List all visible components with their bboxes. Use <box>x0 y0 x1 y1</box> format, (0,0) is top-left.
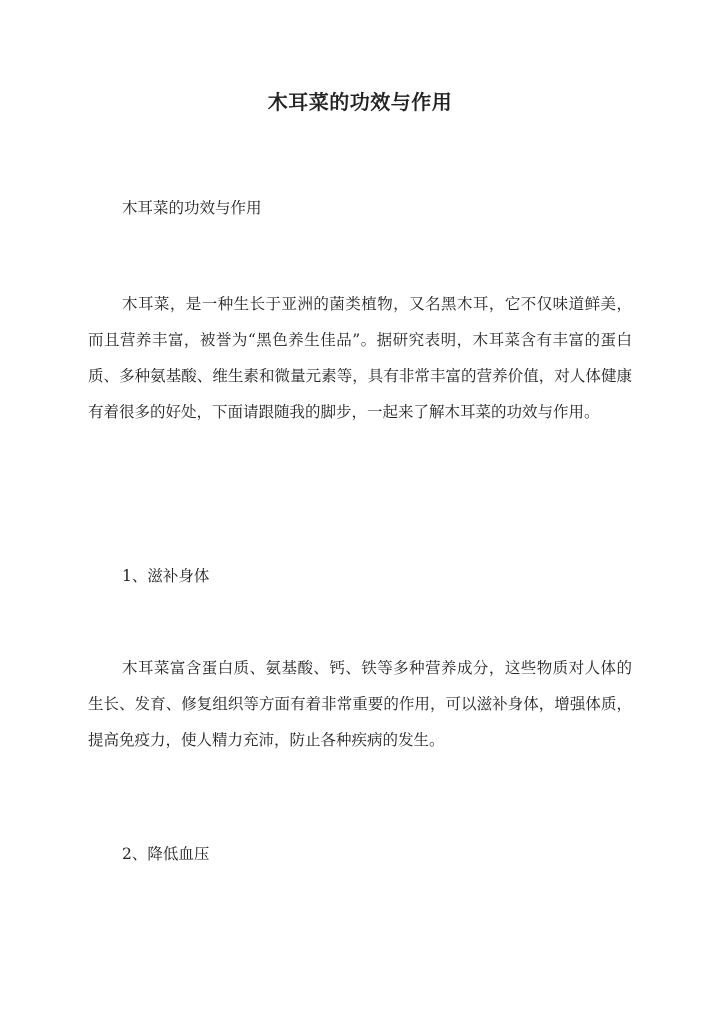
section-heading-blood-pressure: 2、降低血压 <box>122 845 210 863</box>
section-body-nourish: 木耳菜富含蛋白质、氨基酸、钙、铁等多种营养成分，这些物质对人体的生长、发育、修复组织等方面有着非常重要的作用，可以滋补身体，增强体质，提高免疫力，使人精力充沛，防止各种疾病的发生。 <box>88 659 632 749</box>
document-subtitle: 木耳菜的功效与作用 <box>122 199 262 217</box>
section-heading-nourish: 1、滋补身体 <box>122 567 210 585</box>
intro-paragraph: 木耳菜，是一种生长于亚洲的菌类植物，又名黑木耳，它不仅味道鲜美，而且营养丰富，被誉为“黑色养生佳品”。据研究表明，木耳菜含有丰富的蛋白质、多种氨基酸、维生素和微量元素等，具有非常丰富的营养价值，对人体健康有着很多的好处，下面请跟随我的脚步，一起来了解木耳菜的功效与作用。 <box>88 295 632 421</box>
document-title: 木耳菜的功效与作用 <box>267 90 453 114</box>
